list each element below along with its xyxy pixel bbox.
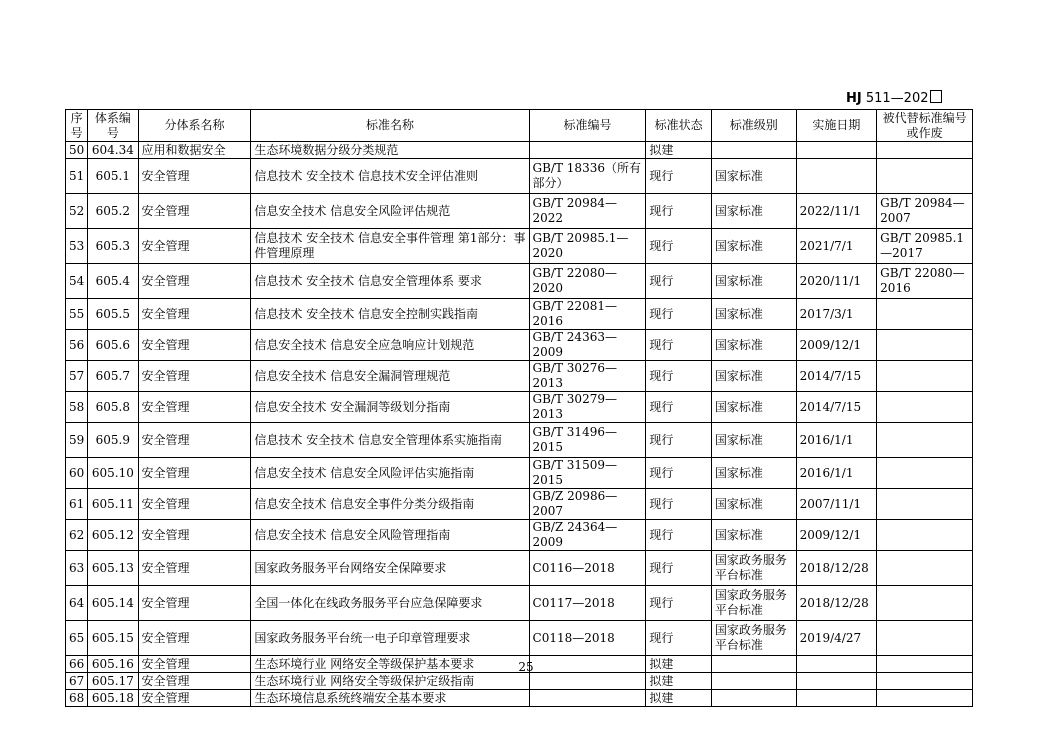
cell-code: GB/T 18336（所有部分） [529, 159, 646, 194]
cell-level: 国家政务服务平台标准 [711, 551, 796, 586]
cell-level: 国家标准 [711, 520, 796, 551]
cell-seq: 58 [66, 392, 88, 423]
cell-level [711, 690, 796, 707]
cell-subsystem: 安全管理 [138, 586, 251, 621]
cell-date: 2009/12/1 [796, 330, 877, 361]
cell-status: 现行 [646, 586, 712, 621]
table-row [66, 586, 973, 621]
cell-replaced: GB/T 20984—2007 [877, 194, 973, 229]
cell-name: 信息安全技术 信息安全应急响应计划规范 [251, 330, 529, 361]
cell-system-no: 605.16 [88, 656, 138, 673]
cell-name: 信息安全技术 信息安全事件分类分级指南 [251, 489, 529, 520]
cell-date [796, 159, 877, 194]
cell-status: 拟建 [646, 673, 712, 690]
cell-status: 现行 [646, 361, 712, 392]
cell-level: 国家标准 [711, 194, 796, 229]
cell-name: 信息技术 安全技术 信息安全管理体系实施指南 [251, 423, 529, 458]
cell-date: 2019/4/27 [796, 621, 877, 656]
cell-subsystem: 安全管理 [138, 551, 251, 586]
cell-seq: 59 [66, 423, 88, 458]
cell-code: GB/T 24363—2009 [529, 330, 646, 361]
col-header-replaced: 被代替标准编号或作废 [877, 110, 973, 142]
col-header-name: 标准名称 [251, 110, 529, 142]
cell-replaced: GB/T 22080—2016 [877, 264, 973, 299]
table-row [66, 229, 973, 264]
cell-replaced [877, 458, 973, 489]
cell-replaced [877, 299, 973, 330]
cell-seq: 50 [66, 142, 88, 159]
col-header-status: 标准状态 [646, 110, 712, 142]
cell-date [796, 673, 877, 690]
table-row [66, 458, 973, 489]
cell-code: GB/Z 20986—2007 [529, 489, 646, 520]
cell-date [796, 142, 877, 159]
cell-code [529, 690, 646, 707]
cell-level: 国家标准 [711, 299, 796, 330]
cell-system-no: 605.8 [88, 392, 138, 423]
cell-level: 国家标准 [711, 458, 796, 489]
cell-name: 信息技术 安全技术 信息技术安全评估准则 [251, 159, 529, 194]
cell-code: GB/T 31509—2015 [529, 458, 646, 489]
cell-status: 现行 [646, 423, 712, 458]
cell-replaced [877, 361, 973, 392]
cell-seq: 55 [66, 299, 88, 330]
cell-subsystem: 安全管理 [138, 520, 251, 551]
cell-system-no: 605.2 [88, 194, 138, 229]
table-row [66, 264, 973, 299]
cell-date: 2021/7/1 [796, 229, 877, 264]
cell-seq: 56 [66, 330, 88, 361]
table-row [66, 423, 973, 458]
cell-name: 信息安全技术 信息安全风险评估实施指南 [251, 458, 529, 489]
cell-name: 全国一体化在线政务服务平台应急保障要求 [251, 586, 529, 621]
cell-seq: 67 [66, 673, 88, 690]
table-body [66, 142, 973, 707]
table-row [66, 299, 973, 330]
cell-name: 生态环境数据分级分类规范 [251, 142, 529, 159]
table-row [66, 194, 973, 229]
cell-level: 国家政务服务平台标准 [711, 586, 796, 621]
cell-subsystem: 安全管理 [138, 194, 251, 229]
cell-system-no: 605.6 [88, 330, 138, 361]
cell-date: 2018/12/28 [796, 586, 877, 621]
cell-status: 现行 [646, 621, 712, 656]
cell-subsystem: 安全管理 [138, 458, 251, 489]
cell-system-no: 605.4 [88, 264, 138, 299]
cell-subsystem: 安全管理 [138, 159, 251, 194]
col-header-code: 标准编号 [529, 110, 646, 142]
cell-name: 国家政务服务平台网络安全保障要求 [251, 551, 529, 586]
cell-seq: 64 [66, 586, 88, 621]
table-row [66, 142, 973, 159]
cell-subsystem: 安全管理 [138, 299, 251, 330]
cell-subsystem: 安全管理 [138, 229, 251, 264]
cell-status: 拟建 [646, 142, 712, 159]
cell-code: GB/T 20984—2022 [529, 194, 646, 229]
cell-seq: 53 [66, 229, 88, 264]
cell-seq: 52 [66, 194, 88, 229]
doc-number: 511—202 [865, 91, 929, 106]
cell-name: 生态环境信息系统终端安全基本要求 [251, 690, 529, 707]
cell-seq: 68 [66, 690, 88, 707]
cell-replaced [877, 551, 973, 586]
cell-replaced [877, 673, 973, 690]
cell-replaced [877, 142, 973, 159]
cell-name: 信息安全技术 信息安全风险评估规范 [251, 194, 529, 229]
cell-code: GB/T 30276—2013 [529, 361, 646, 392]
cell-subsystem: 安全管理 [138, 621, 251, 656]
cell-system-no: 605.14 [88, 586, 138, 621]
cell-system-no: 605.13 [88, 551, 138, 586]
cell-status: 现行 [646, 159, 712, 194]
cell-status: 现行 [646, 392, 712, 423]
cell-system-no: 605.15 [88, 621, 138, 656]
cell-level: 国家政务服务平台标准 [711, 621, 796, 656]
placeholder-box-icon [930, 90, 942, 103]
table-row [66, 489, 973, 520]
cell-subsystem: 安全管理 [138, 489, 251, 520]
cell-replaced [877, 690, 973, 707]
cell-name: 信息技术 安全技术 信息安全控制实践指南 [251, 299, 529, 330]
cell-system-no: 605.18 [88, 690, 138, 707]
col-header-date: 实施日期 [796, 110, 877, 142]
table-row [66, 551, 973, 586]
cell-replaced [877, 520, 973, 551]
cell-code: C0118—2018 [529, 621, 646, 656]
cell-status: 现行 [646, 551, 712, 586]
cell-seq: 63 [66, 551, 88, 586]
cell-status: 现行 [646, 458, 712, 489]
cell-subsystem: 安全管理 [138, 690, 251, 707]
document-code [846, 90, 986, 106]
cell-subsystem: 安全管理 [138, 673, 251, 690]
cell-status: 现行 [646, 194, 712, 229]
cell-code: GB/T 30279—2013 [529, 392, 646, 423]
cell-status: 现行 [646, 489, 712, 520]
cell-system-no: 605.9 [88, 423, 138, 458]
cell-date: 2007/11/1 [796, 489, 877, 520]
cell-subsystem: 安全管理 [138, 361, 251, 392]
cell-date: 2022/11/1 [796, 194, 877, 229]
cell-date: 2017/3/1 [796, 299, 877, 330]
cell-subsystem: 安全管理 [138, 656, 251, 673]
cell-system-no: 605.3 [88, 229, 138, 264]
cell-replaced [877, 621, 973, 656]
cell-name: 国家政务服务平台统一电子印章管理要求 [251, 621, 529, 656]
cell-name: 信息安全技术 信息安全漏洞管理规范 [251, 361, 529, 392]
cell-subsystem: 安全管理 [138, 264, 251, 299]
cell-level: 国家标准 [711, 159, 796, 194]
cell-name: 信息安全技术 信息安全风险管理指南 [251, 520, 529, 551]
cell-subsystem: 应用和数据安全 [138, 142, 251, 159]
cell-name: 信息技术 安全技术 信息安全事件管理 第1部分：事件管理原理 [251, 229, 529, 264]
cell-level: 国家标准 [711, 330, 796, 361]
cell-date: 2016/1/1 [796, 423, 877, 458]
table-row [66, 673, 973, 690]
cell-replaced [877, 159, 973, 194]
cell-code: GB/Z 24364—2009 [529, 520, 646, 551]
col-header-subsystem: 分体系名称 [138, 110, 251, 142]
cell-status: 现行 [646, 264, 712, 299]
cell-status: 现行 [646, 520, 712, 551]
cell-seq: 61 [66, 489, 88, 520]
cell-date: 2014/7/15 [796, 392, 877, 423]
cell-replaced [877, 423, 973, 458]
table-row [66, 159, 973, 194]
cell-code: C0116—2018 [529, 551, 646, 586]
col-header-seq: 序号 [66, 110, 88, 142]
cell-seq: 51 [66, 159, 88, 194]
table-header-row [66, 110, 973, 142]
cell-replaced [877, 489, 973, 520]
table-row [66, 392, 973, 423]
cell-level: 国家标准 [711, 392, 796, 423]
cell-code: C0117—2018 [529, 586, 646, 621]
cell-level: 国家标准 [711, 489, 796, 520]
cell-level: 国家标准 [711, 229, 796, 264]
cell-date [796, 690, 877, 707]
cell-seq: 57 [66, 361, 88, 392]
cell-system-no: 605.5 [88, 299, 138, 330]
page-number: 25 [518, 660, 534, 674]
cell-system-no: 605.1 [88, 159, 138, 194]
col-header-system-no: 体系编号 [88, 110, 138, 142]
cell-status: 拟建 [646, 656, 712, 673]
cell-system-no: 605.12 [88, 520, 138, 551]
cell-replaced [877, 586, 973, 621]
standards-table [65, 109, 973, 707]
cell-level: 国家标准 [711, 423, 796, 458]
cell-name: 生态环境行业 网络安全等级保护基本要求 [251, 656, 529, 673]
cell-system-no: 604.34 [88, 142, 138, 159]
cell-seq: 54 [66, 264, 88, 299]
table-row [66, 361, 973, 392]
cell-replaced [877, 330, 973, 361]
cell-date: 2009/12/1 [796, 520, 877, 551]
cell-seq: 60 [66, 458, 88, 489]
cell-code [529, 673, 646, 690]
cell-seq: 65 [66, 621, 88, 656]
cell-status: 现行 [646, 330, 712, 361]
cell-level [711, 142, 796, 159]
cell-status: 现行 [646, 299, 712, 330]
cell-code: GB/T 20985.1—2020 [529, 229, 646, 264]
table-row [66, 690, 973, 707]
cell-name: 信息安全技术 安全漏洞等级划分指南 [251, 392, 529, 423]
cell-subsystem: 安全管理 [138, 392, 251, 423]
cell-level [711, 673, 796, 690]
cell-date: 2014/7/15 [796, 361, 877, 392]
cell-system-no: 605.7 [88, 361, 138, 392]
cell-seq: 66 [66, 656, 88, 673]
cell-name: 生态环境行业 网络安全等级保护定级指南 [251, 673, 529, 690]
cell-level: 国家标准 [711, 361, 796, 392]
cell-code: GB/T 22080—2020 [529, 264, 646, 299]
cell-replaced [877, 392, 973, 423]
cell-status: 现行 [646, 229, 712, 264]
cell-date: 2018/12/28 [796, 551, 877, 586]
cell-system-no: 605.17 [88, 673, 138, 690]
cell-subsystem: 安全管理 [138, 330, 251, 361]
cell-status: 拟建 [646, 690, 712, 707]
doc-prefix: HJ [846, 91, 862, 106]
cell-code [529, 142, 646, 159]
cell-replaced: GB/T 20985.1—2017 [877, 229, 973, 264]
table-row [66, 330, 973, 361]
cell-level: 国家标准 [711, 264, 796, 299]
cell-system-no: 605.11 [88, 489, 138, 520]
cell-code: GB/T 31496—2015 [529, 423, 646, 458]
table-row [66, 520, 973, 551]
cell-subsystem: 安全管理 [138, 423, 251, 458]
cell-date: 2016/1/1 [796, 458, 877, 489]
cell-system-no: 605.10 [88, 458, 138, 489]
table-row [66, 621, 973, 656]
cell-seq: 62 [66, 520, 88, 551]
cell-name: 信息技术 安全技术 信息安全管理体系 要求 [251, 264, 529, 299]
cell-date: 2020/11/1 [796, 264, 877, 299]
col-header-level: 标准级别 [711, 110, 796, 142]
cell-code: GB/T 22081—2016 [529, 299, 646, 330]
